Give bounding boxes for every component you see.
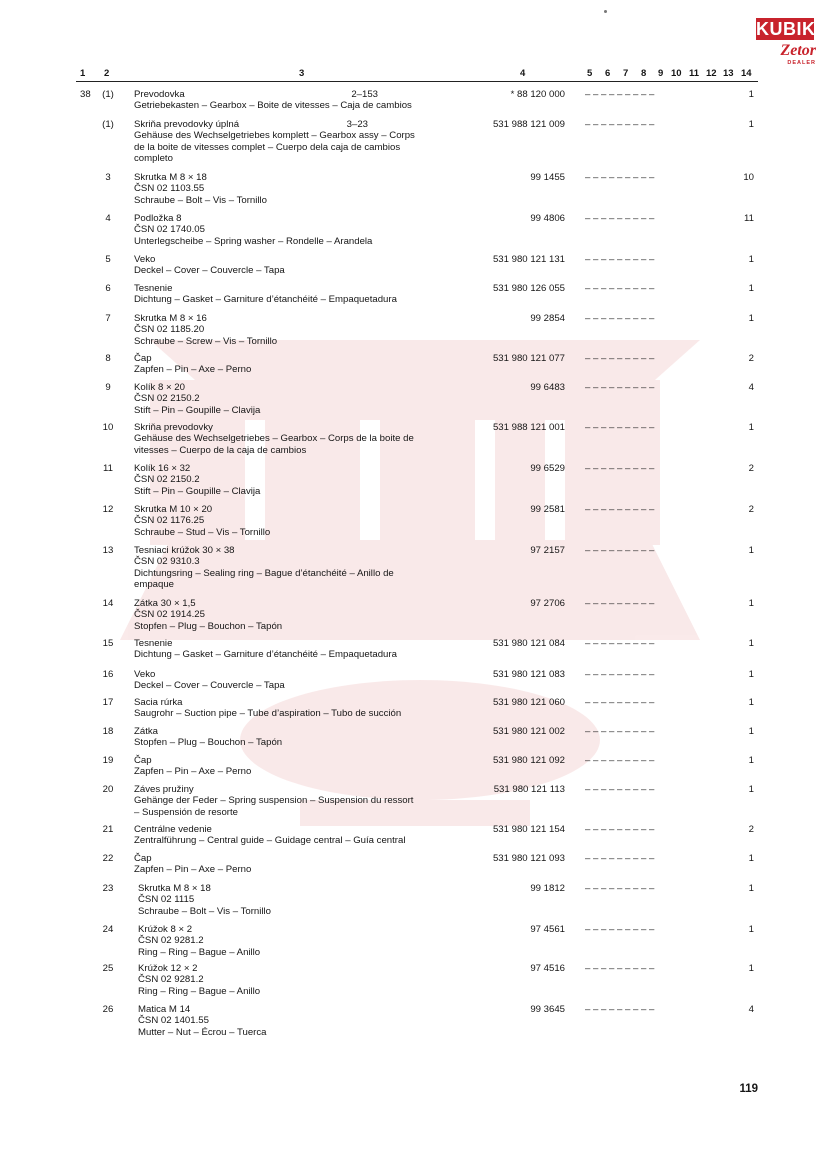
quantity: 1 [748, 883, 754, 894]
part-name: Zátka [134, 726, 158, 737]
header-col-9: 9 [658, 68, 664, 79]
part-description [134, 726, 484, 749]
part-description [134, 213, 484, 247]
header-col-2: 2 [104, 68, 110, 79]
part-description-line: Stift – Pin – Goupille – Clavija [134, 404, 261, 416]
part-description-line: ČSN 02 1740.05 [134, 224, 205, 236]
model-applicability-dashes: – – – – – – – – – [585, 883, 655, 894]
model-applicability-dashes: – – – – – – – – – [585, 463, 655, 474]
part-description-line: Dichtung – Gasket – Garniture d’étanchéité – Empaquetadura [134, 294, 397, 306]
quantity: 1 [748, 755, 754, 766]
part-name: Skrutka M 8 × 18 [138, 883, 211, 894]
position-number: 7 [105, 313, 111, 324]
position-number: (1) [102, 119, 114, 130]
model-applicability-dashes: – – – – – – – – – [585, 824, 655, 835]
part-name: Tesnenie [134, 638, 173, 649]
part-description [134, 463, 484, 497]
part-description [134, 313, 484, 347]
model-applicability-dashes: – – – – – – – – – [585, 726, 655, 737]
model-applicability-dashes: – – – – – – – – – [585, 172, 655, 183]
part-description [138, 883, 488, 917]
position-number: 24 [102, 924, 114, 935]
part-description [134, 382, 484, 416]
quantity: 1 [748, 545, 754, 556]
part-description [134, 504, 484, 538]
model-applicability-dashes: – – – – – – – – – [585, 353, 655, 364]
position-number: 23 [102, 883, 114, 894]
quantity: 1 [748, 924, 754, 935]
model-applicability-dashes: – – – – – – – – – [585, 545, 655, 556]
part-description-line: Zapfen – Pin – Axe – Perno [134, 364, 252, 376]
position-number: 22 [102, 853, 114, 864]
header-col-3: 3 [299, 68, 305, 79]
logo-dealer-text: DEALER [787, 60, 816, 66]
part-description-line: Unterlegscheibe – Spring washer – Rondelle – Arandela [134, 235, 373, 247]
part-description-line: Dichtung – Gasket – Garniture d’étanchéité – Empaquetadura [134, 649, 397, 661]
part-description-line: Stift – Pin – Goupille – Clavija [134, 485, 261, 497]
quantity: 4 [748, 1004, 754, 1015]
part-description-line: Gehänge der Feder – Spring suspension – Suspension du ressort [134, 795, 414, 807]
part-description-line: ČSN 02 9310.3 [134, 556, 200, 568]
part-name: Krúžok 8 × 2 [138, 924, 193, 935]
page-number: 119 [739, 1083, 758, 1095]
part-number: 531 980 121 092 [492, 755, 565, 766]
part-description-line: ČSN 02 9281.2 [138, 935, 204, 947]
model-applicability-dashes: – – – – – – – – – [585, 697, 655, 708]
part-description-line: Schraube – Bolt – Vis – Tornillo [138, 905, 271, 917]
quantity: 1 [748, 638, 754, 649]
position-number: 13 [102, 545, 114, 556]
part-description-line: ČSN 02 2150.2 [134, 393, 200, 405]
part-description-line: Gehäuse des Wechselgetriebes komplett – Gearbox assy – Corps [134, 130, 415, 142]
header-col-8: 8 [641, 68, 647, 79]
part-number: 531 980 121 113 [493, 784, 565, 795]
position-number: 10 [102, 422, 114, 433]
quantity: 1 [748, 726, 754, 737]
part-number: 531 980 126 055 [492, 283, 565, 294]
part-description-line: Zapfen – Pin – Axe – Perno [134, 766, 252, 778]
part-name: Podložka 8 [134, 213, 182, 224]
position-number: 21 [102, 824, 114, 835]
part-description-line: Ring – Ring – Bague – Anillo [138, 985, 261, 997]
part-description-line: Zentralführung – Central guide – Guidage central – Guía central [134, 835, 406, 847]
part-description [134, 254, 484, 277]
model-applicability-dashes: – – – – – – – – – [585, 963, 655, 974]
part-description [134, 669, 484, 692]
part-description-line: ČSN 02 9281.2 [138, 974, 204, 986]
part-description-line: completo [134, 153, 173, 165]
position-number: 17 [102, 697, 114, 708]
part-name: Kolík 16 × 32 [134, 463, 191, 474]
part-number: 97 4561 [530, 924, 565, 935]
model-applicability-dashes: – – – – – – – – – [585, 504, 655, 515]
part-number: 99 2854 [530, 313, 565, 324]
part-description-line: Deckel – Cover – Couvercle – Tapa [134, 265, 285, 277]
part-number: 99 3645 [530, 1004, 565, 1015]
quantity: 1 [748, 598, 754, 609]
part-number: 531 988 121 001 [492, 422, 565, 433]
quantity: 1 [748, 254, 754, 265]
quantity: 1 [748, 119, 754, 130]
part-number: 531 980 121 154 [492, 824, 565, 835]
part-description-line: Gehäuse des Wechselgetriebes – Gearbox – Corps de la boite de [134, 433, 414, 445]
part-number: * 88 120 000 [510, 89, 565, 100]
part-description [134, 545, 484, 591]
quantity: 2 [748, 824, 754, 835]
position-number: 4 [105, 213, 111, 224]
header-col-12: 12 [706, 68, 717, 79]
part-description-line: ČSN 02 2150.2 [134, 474, 200, 486]
model-applicability-dashes: – – – – – – – – – [585, 119, 655, 130]
quantity: 1 [748, 89, 754, 100]
quantity: 1 [748, 963, 754, 974]
position-number: 16 [102, 669, 114, 680]
part-description [138, 963, 488, 997]
header-col-14: 14 [741, 68, 752, 79]
position-number: 5 [105, 254, 111, 265]
quantity: 11 [744, 213, 754, 224]
part-number: 531 980 121 002 [492, 726, 565, 737]
model-applicability-dashes: – – – – – – – – – [585, 254, 655, 265]
part-description-line: empaque [134, 579, 175, 591]
part-name: Čap [134, 755, 152, 766]
part-description-line: Dichtungsring – Sealing ring – Bague d’étanchéité – Anillo de [134, 567, 394, 579]
model-applicability-dashes: – – – – – – – – – [585, 422, 655, 433]
position-number: 12 [102, 504, 114, 515]
part-name: Skrutka M 10 × 20 [134, 504, 213, 515]
part-number: 97 4516 [530, 963, 565, 974]
page-range: 2–153 [351, 89, 378, 100]
quantity: 1 [748, 697, 754, 708]
model-applicability-dashes: – – – – – – – – – [585, 669, 655, 680]
quantity: 1 [748, 283, 754, 294]
position-number: 9 [105, 382, 111, 393]
part-number: 531 988 121 009 [492, 119, 565, 130]
part-description [134, 283, 484, 306]
part-description [138, 924, 488, 958]
part-number: 97 2706 [530, 598, 565, 609]
part-name: Prevodovka [134, 89, 185, 100]
logo-kubik-text: KUBIK [756, 19, 816, 39]
part-description [134, 119, 484, 165]
part-description [134, 697, 484, 720]
quantity: 1 [748, 669, 754, 680]
part-description-line: ČSN 02 1103.55 [134, 183, 205, 195]
position-number: 3 [105, 172, 111, 183]
part-description [134, 89, 484, 112]
group-number: 38 [80, 89, 91, 100]
part-description [134, 353, 484, 376]
part-number: 531 980 121 083 [492, 669, 565, 680]
header-col-6: 6 [605, 68, 611, 79]
position-number: 20 [102, 784, 114, 795]
quantity: 2 [748, 463, 754, 474]
part-description [134, 598, 484, 632]
part-number: 531 980 121 084 [492, 638, 565, 649]
part-description-line: ČSN 02 1914.25 [134, 609, 205, 621]
part-number: 99 6529 [530, 463, 565, 474]
model-applicability-dashes: – – – – – – – – – [585, 755, 655, 766]
part-number: 531 980 121 093 [492, 853, 565, 864]
model-applicability-dashes: – – – – – – – – – [585, 382, 655, 393]
part-number: 531 980 121 131 [492, 254, 565, 265]
part-name: Záves pružiny [134, 784, 194, 795]
part-name: Skriňa prevodovky [134, 422, 213, 433]
part-name: Kolík 8 × 20 [134, 382, 185, 393]
part-number: 99 2581 [530, 504, 565, 515]
position-number: 19 [102, 755, 114, 766]
header-col-7: 7 [623, 68, 629, 79]
part-name: Krúžok 12 × 2 [138, 963, 198, 974]
part-name: Veko [134, 254, 156, 265]
position-number: 15 [102, 638, 114, 649]
model-applicability-dashes: – – – – – – – – – [585, 213, 655, 224]
model-applicability-dashes: – – – – – – – – – [585, 598, 655, 609]
position-number: 14 [102, 598, 114, 609]
model-applicability-dashes: – – – – – – – – – [585, 283, 655, 294]
part-number: 99 6483 [530, 382, 565, 393]
part-description-line: ČSN 02 1401.55 [138, 1015, 209, 1027]
part-name: Skrutka M 8 × 16 [134, 313, 207, 324]
part-description-line: Zapfen – Pin – Axe – Perno [134, 864, 252, 876]
part-name: Čap [134, 353, 152, 364]
part-name: Centrálne vedenie [134, 824, 212, 835]
header-col-13: 13 [723, 68, 734, 79]
part-description [134, 422, 484, 456]
part-description-line: – Suspensión de resorte [134, 806, 238, 818]
part-description [134, 755, 484, 778]
part-name: Matica M 14 [138, 1004, 191, 1015]
header-col-1: 1 [80, 68, 86, 79]
part-description-line: Stopfen – Plug – Bouchon – Tapón [134, 737, 283, 749]
part-description-line: Deckel – Cover – Couvercle – Tapa [134, 680, 285, 692]
part-name: Tesnenie [134, 283, 173, 294]
model-applicability-dashes: – – – – – – – – – [585, 638, 655, 649]
position-number: 8 [105, 353, 111, 364]
page-range: 3–23 [346, 119, 368, 130]
position-number: 25 [102, 963, 114, 974]
header-col-5: 5 [587, 68, 593, 79]
model-applicability-dashes: – – – – – – – – – [585, 1004, 655, 1015]
model-applicability-dashes: – – – – – – – – – [585, 853, 655, 864]
model-applicability-dashes: – – – – – – – – – [585, 924, 655, 935]
part-description [134, 638, 484, 661]
part-description-line: Getriebekasten – Gearbox – Boite de vitesses – Caja de cambios [134, 100, 412, 112]
part-number: 531 980 121 077 [492, 353, 565, 364]
position-number: (1) [102, 89, 114, 100]
header-col-4: 4 [520, 68, 526, 79]
part-description-line: Ring – Ring – Bague – Anillo [138, 946, 261, 958]
part-description-line: vitesses – Cuerpo de la caja de cambios [134, 444, 307, 456]
quantity: 2 [748, 504, 754, 515]
part-name: Skriňa prevodovky úplná [134, 119, 240, 130]
part-description-line: Saugrohr – Suction pipe – Tube d’aspiration – Tubo de succión [134, 708, 402, 720]
model-applicability-dashes: – – – – – – – – – [585, 313, 655, 324]
part-description-line: ČSN 02 1115 [138, 894, 195, 906]
part-description-line: ČSN 02 1176.25 [134, 515, 205, 527]
part-name: Čap [134, 853, 152, 864]
part-name: Skrutka M 8 × 18 [134, 172, 207, 183]
quantity: 1 [748, 422, 754, 433]
part-number: 99 4806 [530, 213, 565, 224]
quantity: 1 [748, 784, 754, 795]
part-number: 99 1455 [530, 172, 565, 183]
quantity: 1 [748, 853, 754, 864]
part-description-line: Mutter – Nut – Écrou – Tuerca [138, 1026, 267, 1038]
part-name: Sacia rúrka [134, 697, 183, 708]
part-description-line: Schraube – Bolt – Vis – Tornillo [134, 194, 267, 206]
header-col-11: 11 [689, 68, 700, 79]
model-applicability-dashes: – – – – – – – – – [585, 784, 655, 795]
part-description [134, 824, 484, 847]
part-description [134, 172, 484, 206]
quantity: 1 [748, 313, 754, 324]
quantity: 4 [748, 382, 754, 393]
position-number: 6 [105, 283, 111, 294]
quantity: 10 [743, 172, 754, 183]
part-number: 97 2157 [530, 545, 565, 556]
header-col-10: 10 [671, 68, 682, 79]
part-name: Veko [134, 669, 156, 680]
part-description-line: Stopfen – Plug – Bouchon – Tapón [134, 620, 283, 632]
part-description-line: Schraube – Screw – Vis – Tornillo [134, 335, 278, 347]
model-applicability-dashes: – – – – – – – – – [585, 89, 655, 100]
position-number: 11 [103, 463, 113, 474]
part-description-line: de la boite de vitesses complet – Cuerpo dela caja de cambios [134, 141, 401, 153]
part-description [134, 853, 484, 876]
part-number: 99 1812 [530, 883, 565, 894]
part-number: 531 980 121 060 [492, 697, 565, 708]
logo-zetor-text: Zetor [780, 42, 816, 59]
position-number: 26 [102, 1004, 114, 1015]
part-description [134, 784, 484, 818]
part-description-line: ČSN 02 1185.20 [134, 324, 205, 336]
part-description [138, 1004, 488, 1038]
part-name: Tesniaci krúžok 30 × 38 [134, 545, 235, 556]
part-name: Zátka 30 × 1,5 [134, 598, 196, 609]
part-description-line: Schraube – Stud – Vis – Tornillo [134, 526, 271, 538]
quantity: 2 [748, 353, 754, 364]
position-number: 18 [102, 726, 114, 737]
